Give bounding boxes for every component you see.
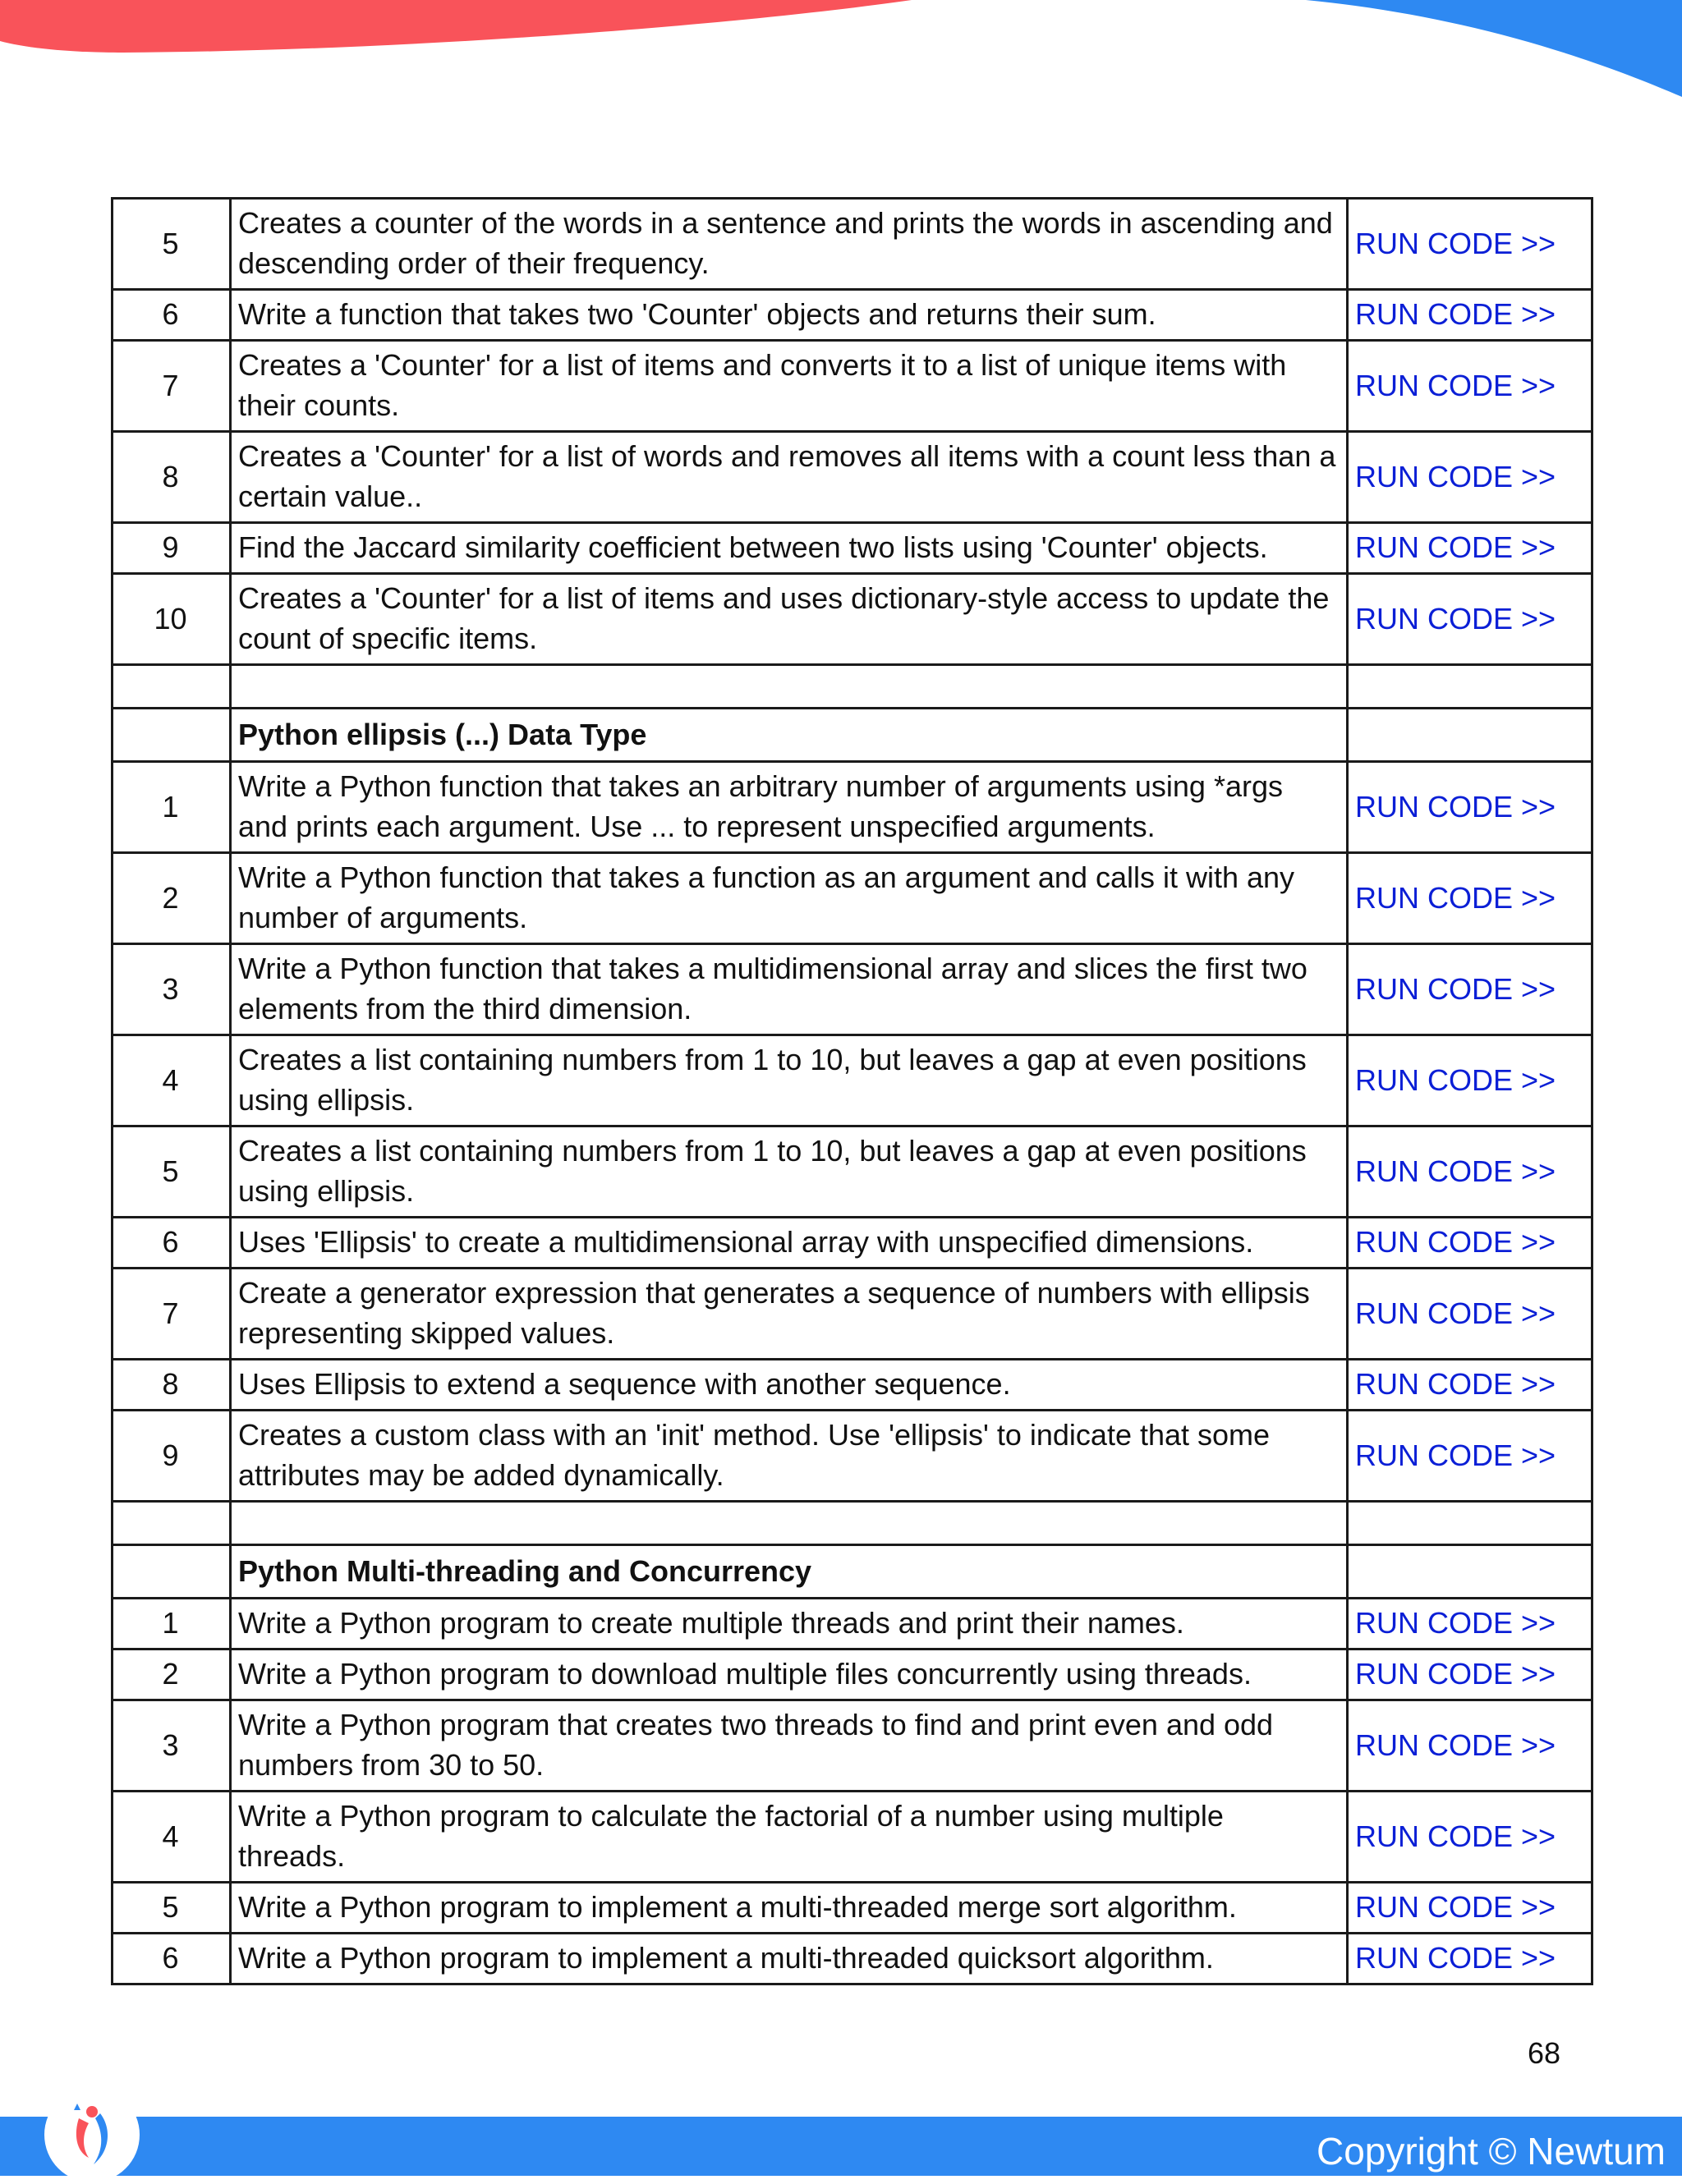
table-row: [113, 853, 1592, 944]
run-code-link[interactable]: RUN CODE >>: [1348, 1411, 1592, 1502]
run-code-link[interactable]: RUN CODE >>: [1348, 432, 1592, 523]
exercise-number: 5: [113, 199, 231, 290]
exercise-description: Creates a 'Counter' for a list of words and removes all items with a count less than a certain value..: [231, 432, 1348, 523]
run-code-link[interactable]: RUN CODE >>: [1348, 1792, 1592, 1883]
empty-cell: [1348, 1502, 1592, 1545]
exercise-description: Write a Python program to create multiple threads and print their names.: [231, 1599, 1348, 1649]
run-code-link[interactable]: RUN CODE >>: [1348, 1126, 1592, 1218]
table-row: [113, 1126, 1592, 1218]
exercise-number: 10: [113, 574, 231, 665]
run-code-link[interactable]: RUN CODE >>: [1348, 1269, 1592, 1360]
run-code-link[interactable]: RUN CODE >>: [1348, 1599, 1592, 1649]
table-row: [113, 1883, 1592, 1934]
table-row: [113, 1360, 1592, 1411]
run-code-link[interactable]: RUN CODE >>: [1348, 762, 1592, 853]
run-code-link[interactable]: RUN CODE >>: [1348, 290, 1592, 341]
exercise-description: Write a function that takes two 'Counter' objects and returns their sum.: [231, 290, 1348, 341]
exercise-number: 2: [113, 853, 231, 944]
exercise-table-body: [113, 199, 1592, 1984]
run-code-link[interactable]: RUN CODE >>: [1348, 1934, 1592, 1984]
exercise-number: 4: [113, 1035, 231, 1126]
exercise-number: 2: [113, 1649, 231, 1700]
exercise-number: 5: [113, 1883, 231, 1934]
exercise-description: Create a generator expression that generates a sequence of numbers with ellipsis representing skipped values.: [231, 1269, 1348, 1360]
empty-cell: [113, 1545, 231, 1599]
empty-cell: [113, 709, 231, 762]
top-wave-blue: [1306, 0, 1682, 97]
table-row: [113, 574, 1592, 665]
exercise-number: 6: [113, 1218, 231, 1269]
exercise-number: 6: [113, 1934, 231, 1984]
exercise-description: Find the Jaccard similarity coefficient between two lists using 'Counter' objects.: [231, 523, 1348, 574]
exercise-number: 1: [113, 1599, 231, 1649]
run-code-link[interactable]: RUN CODE >>: [1348, 1218, 1592, 1269]
exercise-number: 6: [113, 290, 231, 341]
run-code-link[interactable]: RUN CODE >>: [1348, 199, 1592, 290]
page-number: 68: [1527, 2036, 1560, 2070]
table-row: [113, 1035, 1592, 1126]
exercise-description: Uses 'Ellipsis' to create a multidimensional array with unspecified dimensions.: [231, 1218, 1348, 1269]
empty-cell: [231, 1502, 1348, 1545]
empty-cell: [113, 1502, 231, 1545]
exercise-number: 3: [113, 1700, 231, 1792]
exercise-description: Write a Python function that takes a multidimensional array and slices the first two elements from the third dimension.: [231, 944, 1348, 1035]
top-wave-decoration: [0, 0, 1682, 107]
exercise-table: [111, 197, 1593, 1985]
exercise-number: 7: [113, 341, 231, 432]
run-code-link[interactable]: RUN CODE >>: [1348, 1360, 1592, 1411]
run-code-link[interactable]: RUN CODE >>: [1348, 574, 1592, 665]
table-row: [113, 1934, 1592, 1984]
table-row: [113, 341, 1592, 432]
exercise-number: 9: [113, 523, 231, 574]
section-header-row: [113, 1545, 1592, 1599]
table-row: [113, 432, 1592, 523]
exercise-description: Creates a list containing numbers from 1 to 10, but leaves a gap at even positions using ellipsis.: [231, 1126, 1348, 1218]
empty-cell: [1348, 709, 1592, 762]
table-row: [113, 944, 1592, 1035]
table-row: [113, 1269, 1592, 1360]
copyright-notice: Copyright © Newtum: [1316, 2130, 1666, 2173]
run-code-link[interactable]: RUN CODE >>: [1348, 1700, 1592, 1792]
table-row: [113, 199, 1592, 290]
spacer-row: [113, 665, 1592, 709]
run-code-link[interactable]: RUN CODE >>: [1348, 1649, 1592, 1700]
exercise-number: 8: [113, 1360, 231, 1411]
run-code-link[interactable]: RUN CODE >>: [1348, 1883, 1592, 1934]
table-row: [113, 1700, 1592, 1792]
top-wave-red: [0, 0, 912, 53]
table-row: [113, 1218, 1592, 1269]
exercise-description: Write a Python program to download multiple files concurrently using threads.: [231, 1649, 1348, 1700]
exercise-description: Write a Python program that creates two threads to find and print even and odd numbers from 30 to 50.: [231, 1700, 1348, 1792]
exercise-description: Creates a custom class with an 'init' method. Use 'ellipsis' to indicate that some attributes may be added dynamically.: [231, 1411, 1348, 1502]
table-row: [113, 1792, 1592, 1883]
exercise-description: Uses Ellipsis to extend a sequence with another sequence.: [231, 1360, 1348, 1411]
exercise-description: Write a Python function that takes a function as an argument and calls it with any number of arguments.: [231, 853, 1348, 944]
exercise-description: Write a Python program to calculate the factorial of a number using multiple threads.: [231, 1792, 1348, 1883]
exercise-number: 8: [113, 432, 231, 523]
run-code-link[interactable]: RUN CODE >>: [1348, 944, 1592, 1035]
newtum-logo-icon: [43, 2085, 141, 2184]
empty-cell: [1348, 665, 1592, 709]
run-code-link[interactable]: RUN CODE >>: [1348, 341, 1592, 432]
spacer-row: [113, 1502, 1592, 1545]
exercise-number: 3: [113, 944, 231, 1035]
empty-cell: [1348, 1545, 1592, 1599]
exercise-description: Creates a 'Counter' for a list of items and uses dictionary-style access to update the count of specific items.: [231, 574, 1348, 665]
run-code-link[interactable]: RUN CODE >>: [1348, 523, 1592, 574]
exercise-description: Write a Python function that takes an arbitrary number of arguments using *args and prints each argument. Use ... to represent unspecified arguments.: [231, 762, 1348, 853]
table-row: [113, 290, 1592, 341]
section-title: Python ellipsis (...) Data Type: [231, 709, 1348, 762]
section-title: Python Multi-threading and Concurrency: [231, 1545, 1348, 1599]
table-row: [113, 762, 1592, 853]
table-row: [113, 1649, 1592, 1700]
table-row: [113, 1599, 1592, 1649]
exercise-number: 9: [113, 1411, 231, 1502]
table-row: [113, 1411, 1592, 1502]
exercise-description: Write a Python program to implement a multi-threaded merge sort algorithm.: [231, 1883, 1348, 1934]
run-code-link[interactable]: RUN CODE >>: [1348, 1035, 1592, 1126]
empty-cell: [231, 665, 1348, 709]
exercise-description: Creates a list containing numbers from 1 to 10, but leaves a gap at even positions using ellipsis.: [231, 1035, 1348, 1126]
exercise-number: 7: [113, 1269, 231, 1360]
exercise-number: 1: [113, 762, 231, 853]
run-code-link[interactable]: RUN CODE >>: [1348, 853, 1592, 944]
empty-cell: [113, 665, 231, 709]
exercise-number: 5: [113, 1126, 231, 1218]
exercise-description: Creates a counter of the words in a sentence and prints the words in ascending and descending order of their frequency.: [231, 199, 1348, 290]
table-row: [113, 523, 1592, 574]
section-header-row: [113, 709, 1592, 762]
exercise-description: Creates a 'Counter' for a list of items and converts it to a list of unique items with their counts.: [231, 341, 1348, 432]
exercise-description: Write a Python program to implement a multi-threaded quicksort algorithm.: [231, 1934, 1348, 1984]
exercise-number: 4: [113, 1792, 231, 1883]
